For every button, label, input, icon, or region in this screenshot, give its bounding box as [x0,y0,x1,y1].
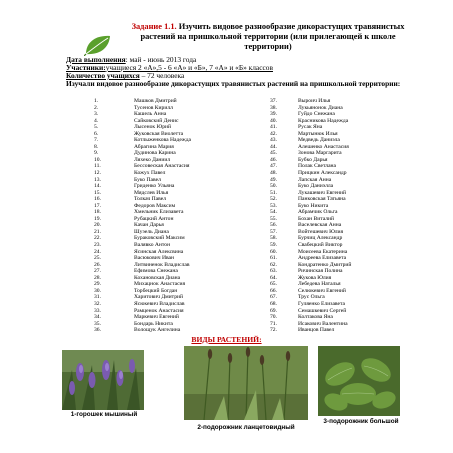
list-item-number: 13. [94,176,101,183]
list-item-number: 12. [94,170,101,177]
list-item-name: Гриденко Ульяна [134,183,175,190]
list-item-name: Русак Яна [298,124,323,131]
photo-plantago-major [318,346,400,416]
list-item-number: 6. [94,130,99,137]
list-item-number: 5. [94,124,99,131]
list-item-number: 43. [270,137,277,144]
list-item-name: Иванцов Павел [298,327,335,334]
list-item-number: 11. [94,163,101,170]
list-item-number: 33. [94,307,101,314]
list-item-name: Лысенок Юрий [134,124,172,131]
list-item-name: Выроич Илья [298,98,331,104]
list-item-name: Ясинская Алексвина [134,248,184,255]
list-item-name: Маркевич Евгений [134,314,179,321]
list-item-name: Ефимова Снежана [134,268,178,275]
list-item-name: Жуковская Виолетта [134,130,184,137]
list-item-name: Дудинова Карина [134,150,176,157]
list-item-number: 15. [94,189,101,196]
list-item-number: 39. [270,111,277,118]
list-item-name: Жукова Юлия [298,274,332,281]
date-value: : май - июнь 2013 года [125,55,197,64]
list-item-name: Ясюкевич Владислав [134,300,185,307]
list-item-number: 34. [94,314,101,321]
list-item-name: Котлыженкова Надежда [134,137,192,144]
list-item-name: Михацнок Анастасия [134,281,186,288]
list-item-name: Андреева Елизавета [298,255,347,262]
list-item-name: Бурчиц Александр [298,235,343,242]
list-item-number: 36. [94,327,101,334]
list-item-number: 52. [270,196,277,203]
list-item-name: Харитович Дмитрий [134,294,183,301]
list-item-name: Зонова Маргарита [298,150,342,157]
list-item-name: Трус Ольга [298,294,325,301]
list-item-number: 63. [270,268,277,275]
caption-plantago-major: 3-подорожник большой [323,418,399,425]
count-value: – 72 человека [139,71,185,80]
list-item-name: Валявко Антон [134,242,171,249]
plants-title: ВИДЫ РАСТЕНИЙ: [191,335,262,344]
studied-line [66,80,406,88]
list-item-number: 28. [94,274,101,281]
list-item-number: 65. [270,281,277,288]
list-item-name: Буко Павел [134,176,161,183]
list-item-number: 54. [270,209,277,216]
list-item-name: Кожух Павел [134,170,166,177]
list-item-number: 41. [270,124,277,131]
list-item-name: Селюкевич Евгений [298,287,346,294]
list-item-name: Лукьянонок Диана [298,104,343,111]
list-item-name: Лукашевич Евгений [298,189,346,196]
list-item-name: Сайковский Денис [134,117,179,124]
list-item-name: Толкач Павел [134,196,167,203]
list-item-name: Машков Дмитрий [134,98,177,104]
list-item-number: 7. [94,137,99,144]
list-item-number: 40. [270,117,277,124]
list-item-number: 53. [270,202,277,209]
list-item-name: Красникова Надежда [298,117,349,124]
list-item-name: Исакович Валентина [298,320,348,327]
list-item-name: Васелевская Анна [298,222,342,229]
list-item-name: Ляхеко Даниил [134,156,171,163]
list-item-number: 23. [94,242,101,249]
list-item-name: Буко Никита [298,202,329,209]
list-item-number: 18. [94,209,101,216]
list-item-name: Медведь Даниэла [298,137,340,144]
leaf-icon [84,34,112,56]
list-item-number: 19. [94,215,101,222]
list-item-number: 14. [94,183,101,190]
list-item-number: 64. [270,274,277,281]
list-item-number: 72. [270,327,277,334]
list-item-number: 58. [270,235,277,242]
list-item-name: Абрамчик Ольга [298,209,338,216]
list-item-number: 29. [94,281,101,288]
list-item-name: Лебедева Наталья [298,281,341,288]
list-item-number: 60. [270,248,277,255]
list-item-name: Тусенов Кирилл [134,104,173,111]
list-item-number: 10. [94,156,101,163]
list-item-name: Шуэель Диана [134,228,169,235]
list-item-number: 26. [94,261,101,268]
list-item-number: 44. [270,143,277,150]
list-item-number: 61. [270,255,277,262]
list-item-name: Лапская Анна [298,176,332,183]
studied-text: Изучали видовое разнообразие дикорастущих травянистых растений на пришкольной территории: [66,79,401,88]
list-item-number: 17. [94,202,101,209]
list-item-name: Бубко Дарья [298,156,328,163]
list-item-number: 4. [94,117,99,124]
list-item-number: 25. [94,255,101,262]
list-item-name: Кондратенко Дмитрий [298,261,352,268]
caption-vicia: 1-горошек мышиный [70,411,138,418]
list-item-name: Войтешевич Юлия [298,228,344,235]
list-item-number: 22. [94,235,101,242]
list-item-name: Бессовеская Анастасия [134,163,190,170]
list-item-number: 48. [270,170,277,177]
list-item-number: 67. [270,294,277,301]
list-item-number: 42. [270,130,277,137]
students-list-left [94,98,191,334]
list-item-number: 32. [94,300,101,307]
photo-plantago-lanceolata [184,346,308,420]
list-item-name: Свабецкий Виктор [298,242,343,249]
list-item-number: 47. [270,163,277,170]
participants-value: учащиеся 2 «А»,5 - 6 «А» и «Б», 7 «А» и «Б» классов [105,63,273,72]
list-item-name: Мартынюк Илья [298,130,338,137]
list-item-number: 68. [270,300,277,307]
list-item-name: Гуйдо Снежана [298,111,335,118]
students-list-right [270,98,351,334]
list-item-number: 70. [270,314,277,321]
list-item-name: Федоров Максим [134,202,176,209]
list-item-number: 71. [270,320,277,327]
list-item-name: Мядслев Илья [134,189,169,196]
list-item-number: 3. [94,111,99,118]
list-item-name: Бондарь Никита [134,320,173,327]
list-item-number: 37. [270,98,277,104]
list-item [270,327,351,334]
list-item-number: 62. [270,261,277,268]
list-item-name: Семашкевич Сергей [298,307,347,314]
list-item-name: Моисеева Екатерина [298,248,348,255]
list-item-name: Бураковский Максим [134,235,185,242]
list-item-number: 35. [94,320,101,327]
list-item-number: 31. [94,294,101,301]
list-item-name: Панковская Татьяна [298,196,346,203]
list-item-number: 57. [270,228,277,235]
list-item-name: Алешенко Анастасия [298,143,349,150]
list-item-number: 27. [94,268,101,275]
list-item-number: 66. [270,287,277,294]
list-item [94,327,191,334]
list-item-number: 16. [94,196,101,203]
list-item-name: Полак Светлана [298,163,337,170]
caption-plantago-lanceolata: 2-подорожник ланцетовидный [197,424,295,431]
list-item-name: Гуляенко Елизавета [298,300,346,307]
list-item-name: Бохан Виталий [298,215,335,222]
list-item-number: 45. [270,150,277,157]
list-item-number: 21. [94,228,101,235]
list-item-number: 49. [270,176,277,183]
list-item-name: Колтакова Яна [298,314,333,321]
list-item-number: 24. [94,248,101,255]
list-item-name: Хмельник Елизавета [134,209,184,216]
list-item-name: Абрагина Мария [134,143,174,150]
count-label: Количество учащихся [66,71,140,80]
list-item-name: Рубацкий Антон [134,215,174,222]
task-title-text: Изучить видовое разнообразие дикорастущих травянистых растений на пришкольной территории (или прилегающей к школе территории) [140,22,405,51]
list-item-name: Рамценок Анастасия [134,307,184,314]
list-item-name: Качан Дарья [134,222,164,229]
list-item-number: 20. [94,222,101,229]
list-item-number: 55. [270,215,277,222]
list-item-number: 30. [94,287,101,294]
list-item-number: 56. [270,222,277,229]
task-number: Задание 1.1. [131,22,177,31]
participants-label: Участники: [66,63,106,72]
list-item-name: Волощук Ангелина [134,327,181,334]
list-item-number: 38. [270,104,277,111]
list-item-name: Васюкович Иван [134,255,175,262]
list-item-name: Ричинская Полина [298,268,343,275]
list-item-name: Литвиненок Владислав [134,261,190,268]
list-item-number: 51. [270,189,277,196]
list-item-name: Кашель Анна [134,111,167,118]
date-label: Дата выполнения [66,55,126,64]
list-item-number: 9. [94,150,99,157]
list-item-number: 1. [94,98,99,104]
list-item-number: 46. [270,156,277,163]
list-item-name: Торбецкий Богдан [134,287,178,294]
photo-vicia-cracca [62,350,144,410]
list-item-number: 2. [94,104,99,111]
list-item-name: Кохановская Диана [134,274,181,281]
list-item-number: 50. [270,183,277,190]
task-title [118,22,418,52]
list-item-number: 8. [94,143,99,150]
list-item-name: Буко Даниэлла [298,183,334,190]
list-item-number: 59. [270,242,277,249]
list-item-number: 69. [270,307,277,314]
list-item-name: Прицкин Александр [298,170,347,177]
